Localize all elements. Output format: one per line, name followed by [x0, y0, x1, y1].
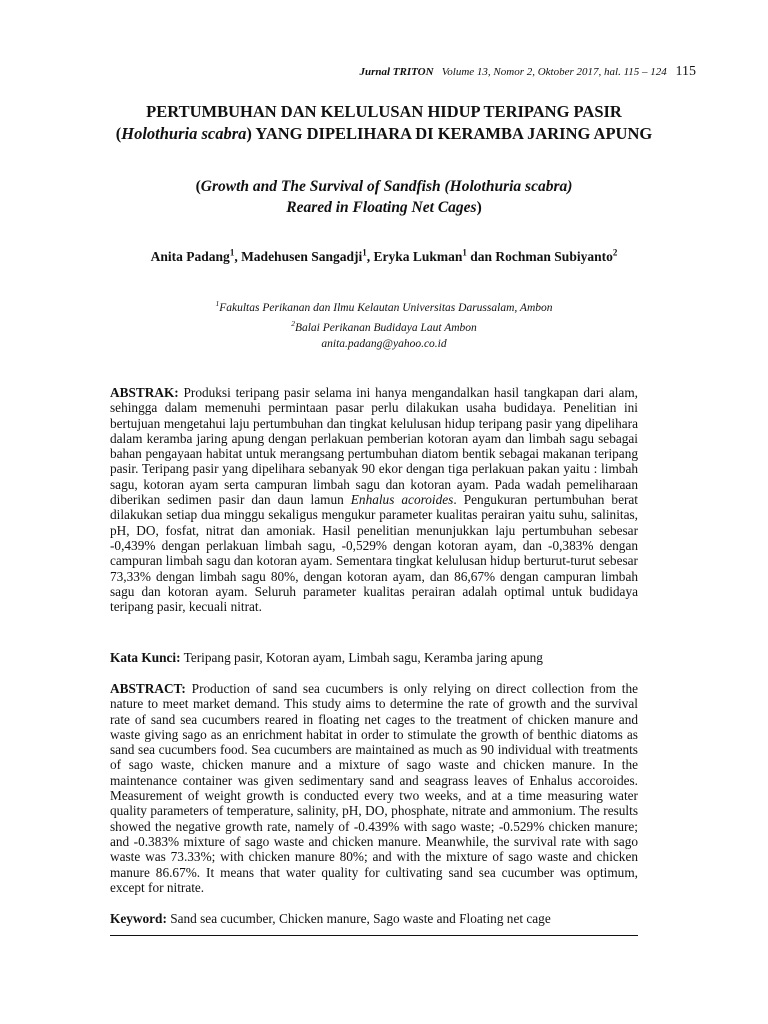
abstract-label: ABSTRACT:	[110, 681, 186, 696]
author: Madehusen Sangadji$^1$,	[241, 247, 374, 264]
kata-kunci-paragraph: Kata Kunci: Teripang pasir, Kotoran ayam, Limbah sagu, Keramba jaring apung	[110, 650, 543, 665]
kata-kunci-label: Kata Kunci:	[110, 650, 181, 665]
page-number: 115	[675, 64, 696, 79]
paper-title	[90, 101, 678, 145]
running-header	[359, 64, 696, 80]
abstrak-paragraph: ABSTRAK: Produksi teripang pasir selama ini hanya mengandalkan hasil tangkapan dari alam, sehingga dalam memenuhi permintaan pasar perlu dilakukan usaha budidaya. Penelitian ini bertujuan mengetahui laju pertumbuhan dan tingkat kelulusan hidup teripang pasir yang dipelihara dalam keramba jaring apung dengan perlakuan pemberian kotoran ayam dan limbah sagu sebagai bahan pengayaan habitat untuk merangsang pertumbuhan diatom bentik sebagai makanan teripang pasir. Teripang pasir yang dipelihara sebanyak 90 ekor dengan tiga perlakuan pakan yaitu : limbah sagu, kotoran ayam serta campuran limbah sagu dan kotoran ayam. Pada wadah pemeliharaan diberikan sedimen pasir dan daun lamun Enhalus acoroides. Pengukuran pertumbuhan berat dilakukan setiap dua minggu sekaligus mengukur parameter kualitas perairan yaitu suhu, salinitas, pH, DO, fosfat, nitrat dan amoniak. Hasil penelitian menunjukkan laju pertumbuhan sebesar -0,439% dengan perlakuan limbah sagu, -0,529% dengan kotoran ayam, dan -0,383% dengan campuran limbah sagu dan kotoran ayam. Sementara tingkat kelulusan hidup berturut-turut sebesar 73,33% dengan limbah sagu 80%, dengan kotoran ayam, dan 86,67% dengan campuran limbah sagu dan kotoran ayam. Seluruh parameter kualitas perairan adalah optimal untuk budidaya teripang pasir, kecuali nitrat.	[110, 385, 638, 615]
section-divider	[110, 935, 638, 936]
title-line-1: PERTUMBUHAN DAN KELULUSAN HIDUP TERIPANG PASIR	[146, 102, 622, 121]
author: Anita Padang$^1$,	[150, 247, 242, 264]
journal-name: Jurnal TRITON	[359, 66, 434, 78]
affiliation-2: $^2$Balai Perikanan Budidaya Laut Ambon	[291, 318, 477, 334]
author: Eryka Lukman$^1$ dan	[373, 247, 496, 264]
author: Rochman Subiyanto$^2$	[495, 247, 618, 264]
contact-email[interactable]: anita.padang@yahoo.co.id	[321, 337, 447, 350]
english-title-line-2: Reared in Floating Net Cages)	[286, 199, 482, 216]
keyword-paragraph: Keyword: Sand sea cucumber, Chicken manure, Sago waste and Floating net cage	[110, 911, 551, 926]
affiliations	[100, 296, 668, 352]
author-list	[60, 247, 708, 265]
abstrak-label: ABSTRAK:	[110, 385, 179, 400]
keyword-label: Keyword:	[110, 911, 167, 926]
volume-info: Volume 13, Nomor 2, Oktober 2017, hal. 115 – 124	[441, 66, 667, 78]
title-species: Holothuria scabra	[121, 124, 247, 143]
abstract-paragraph: ABSTRACT: Production of sand sea cucumbers is only relying on direct collection from the nature to meet market demand. This study aims to determine the rate of growth and the survival rate of sand sea cucumbers reared in floating net cages to the treatment of chicken manure and waste giving sago as an enrichment habitat in order to stimulate the growth of benthic diatoms as sand sea cucumbers food. Sea cucumbers are maintained as much as 90 individual with treatments of sago waste, chicken manure and a mixture of sago waste and chicken manure. In the maintenance container was given sedimentary sand and seagrass leaves of Enhalus accoroides. Measurement of weight growth is conducted every two weeks, and at a time measuring water quality parameters of temperature, salinity, pH, DO, phosphate, nitrate and ammonium. The results showed the negative growth rate, namely of -0.439% with sago waste; -0.529% chicken manure; and -0.383% mixture of sago waste and chicken manure. Meanwhile, the survival rate with sago waste was 73.33%; with chicken manure 80%; and with the mixture of sago waste and chicken manure 86.67%. It means that water quality for cultivating sand sea cucumber was optimum, except for nitrate.	[110, 681, 638, 895]
affiliation-1: $^1$Fakultas Perikanan dan Ilmu Kelautan Universitas Darussalam, Ambon	[215, 299, 553, 314]
abstrak-species: Enhalus acoroides	[350, 492, 454, 508]
title-line-2: (Holothuria scabra) YANG DIPELIHARA DI KERAMBA JARING APUNG	[115, 124, 653, 143]
english-title	[90, 176, 678, 218]
english-title-line-1: (Growth and The Survival of Sandfish (Holothuria scabra)	[195, 178, 573, 195]
